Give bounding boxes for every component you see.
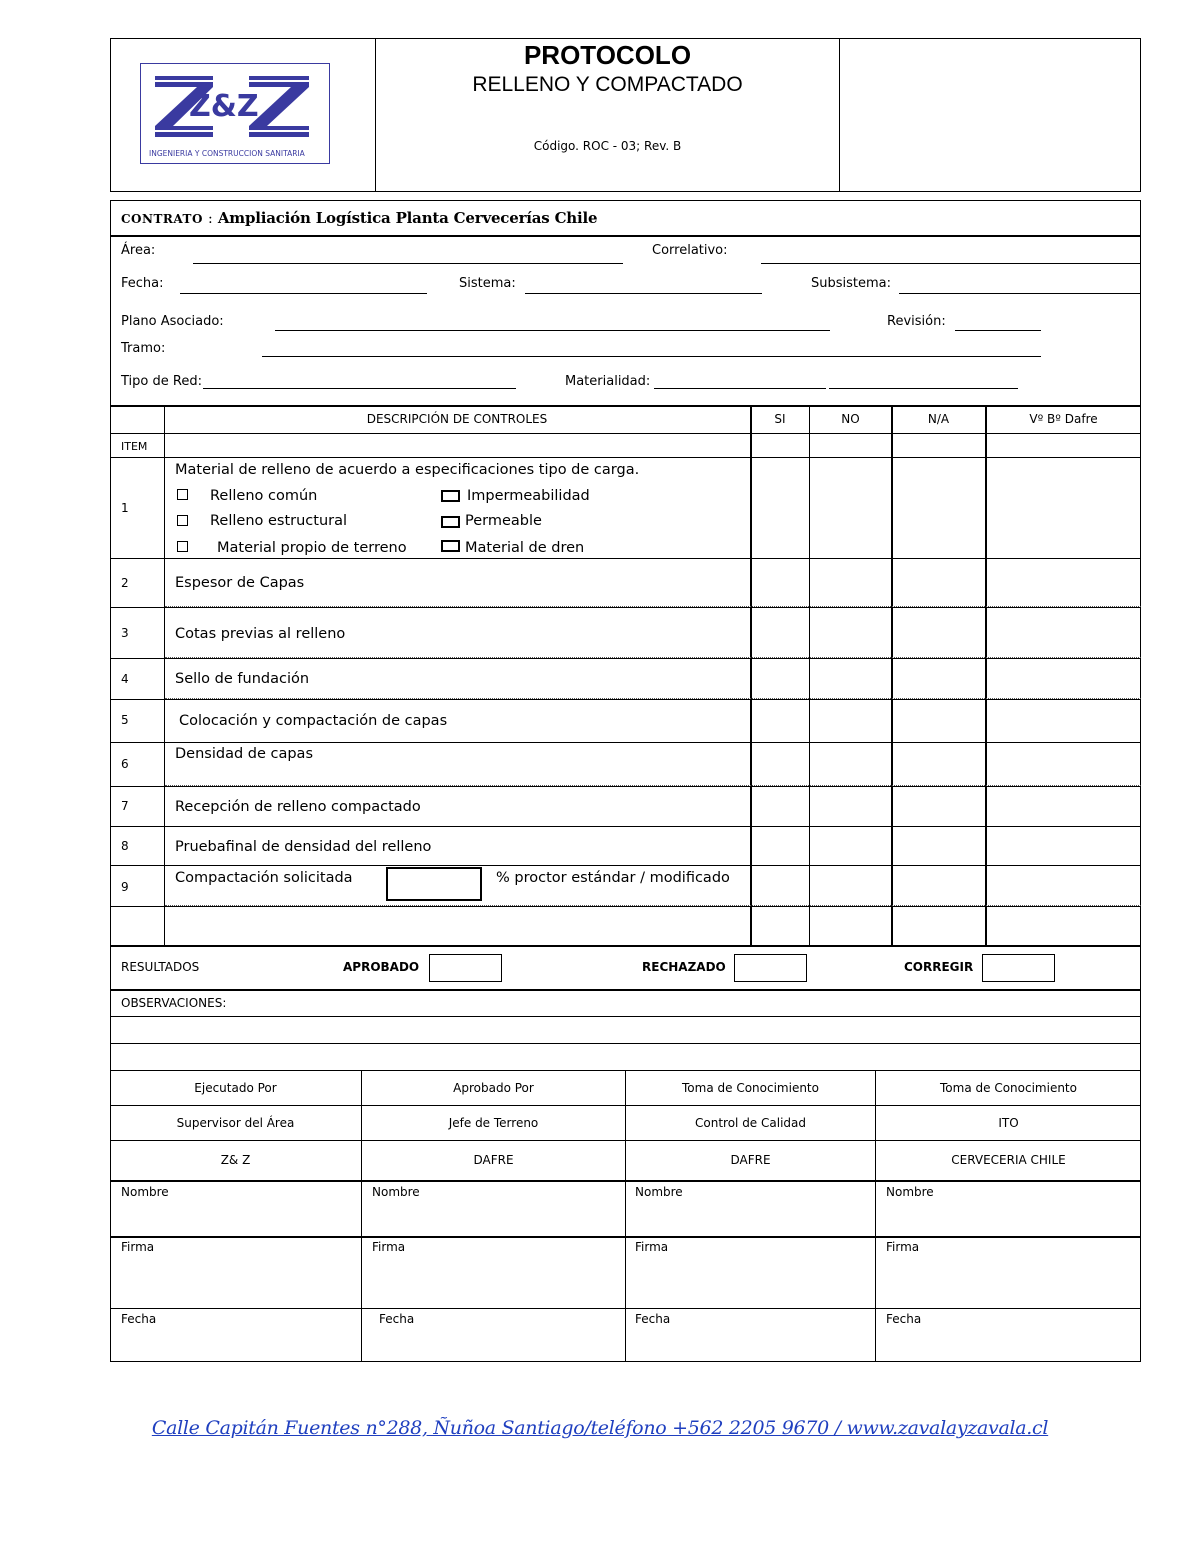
checkbox-relleno-comun[interactable] <box>177 489 188 500</box>
row8-bottom <box>110 865 1141 866</box>
materialidad-field-2[interactable] <box>829 388 1018 389</box>
option-relleno-estructural: Relleno estructural <box>210 513 348 529</box>
col-si-line <box>750 405 752 945</box>
row5-bottom <box>110 742 1141 743</box>
footer-address-link[interactable]: Calle Capitán Fuentes n°288, Ñuñoa Santiago/teléfono +562 2205 9670 / www.zavalayzavala.cl <box>151 1417 1049 1439</box>
sig-row-line-2 <box>110 1140 1141 1141</box>
sig-control: Control de Calidad <box>695 1116 806 1130</box>
dotted-row-4 <box>165 698 1141 699</box>
company-logo <box>140 63 330 164</box>
contract-label: CONTRATO <box>121 212 203 226</box>
aprobado-label: APROBADO <box>343 960 420 974</box>
sig-ejecutado: Ejecutado Por <box>194 1081 277 1095</box>
row2-bottom <box>110 607 1141 608</box>
sig-ito: ITO <box>998 1116 1019 1130</box>
col-no-line <box>809 405 810 945</box>
row9-bottom <box>110 906 1141 907</box>
item6-text: Densidad de capas <box>175 746 313 762</box>
aprobado-checkbox[interactable] <box>429 954 502 982</box>
correlativo-field[interactable] <box>761 263 1141 264</box>
option-material-propio: Material propio de terreno <box>217 540 407 556</box>
firma-field-1[interactable]: Firma <box>121 1240 155 1254</box>
fecha-label: Fecha: <box>121 276 164 291</box>
item9-text: Compactación solicitada <box>175 870 353 886</box>
item4-number: 4 <box>121 672 129 686</box>
results-bottom <box>110 989 1141 991</box>
item8-text: Pruebafinal de densidad del relleno <box>175 839 432 855</box>
contract-value: Ampliación Logística Planta Cervecerías Chile <box>217 209 598 227</box>
header-descripcion: DESCRIPCIÓN DE CONTROLES <box>366 412 548 426</box>
item5-text: Colocación y compactación de capas <box>179 713 448 729</box>
header-item: ITEM <box>121 440 148 453</box>
subsistema-label: Subsistema: <box>811 276 892 291</box>
tipo-red-field[interactable] <box>203 388 516 389</box>
sig-supervisor: Supervisor del Área <box>176 1116 295 1130</box>
area-label: Área: <box>121 243 156 258</box>
firma-field-3[interactable]: Firma <box>635 1240 669 1254</box>
fecha-field[interactable] <box>180 293 427 294</box>
col-vb-line <box>985 405 987 945</box>
tramo-label: Tramo: <box>121 341 166 356</box>
sig-company-4: CERVECERIA CHILE <box>951 1153 1066 1167</box>
sig-company-3: DAFRE <box>730 1153 771 1167</box>
option-impermeabilidad: Impermeabilidad <box>467 488 590 504</box>
sig-aprobado: Aprobado Por <box>453 1081 534 1095</box>
col-item-line <box>164 405 165 945</box>
item1-number: 1 <box>121 501 129 515</box>
contract-line <box>121 208 597 227</box>
observaciones-line-1[interactable] <box>110 1016 1141 1017</box>
firma-field-4[interactable]: Firma <box>886 1240 920 1254</box>
rechazado-checkbox[interactable] <box>734 954 807 982</box>
nombre-field-3[interactable]: Nombre <box>635 1185 683 1199</box>
sig-company-1: Z& Z <box>220 1153 251 1167</box>
checkbox-impermeabilidad[interactable] <box>441 490 460 502</box>
nombre-field-2[interactable]: Nombre <box>372 1185 420 1199</box>
item7-text: Recepción de relleno compactado <box>175 799 421 815</box>
dotted-row-3 <box>165 657 1141 658</box>
header-na: N/A <box>927 412 950 426</box>
row7-bottom <box>110 826 1141 827</box>
tramo-field[interactable] <box>262 356 1041 357</box>
corregir-label: CORREGIR <box>904 960 974 974</box>
correlativo-label: Correlativo: <box>652 243 728 258</box>
item9-suffix: % proctor estándar / modificado <box>496 870 730 886</box>
rechazado-label: RECHAZADO <box>642 960 726 974</box>
sig-toma-2: Toma de Conocimiento <box>940 1081 1077 1095</box>
corregir-checkbox[interactable] <box>982 954 1055 982</box>
header-vb: Vº Bº Dafre <box>1029 412 1098 426</box>
sistema-label: Sistema: <box>459 276 516 291</box>
sig-col-line-2 <box>625 1070 626 1362</box>
contract-divider <box>110 235 1141 237</box>
nombre-field-4[interactable]: Nombre <box>886 1185 934 1199</box>
row3-bottom <box>110 658 1141 659</box>
sig-row-line-5 <box>110 1308 1141 1309</box>
logo-ampersand: Z&Z <box>189 89 259 124</box>
sig-toma-1: Toma de Conocimiento <box>682 1081 819 1095</box>
sig-company-2: DAFRE <box>473 1153 514 1167</box>
checkbox-material-dren[interactable] <box>441 540 460 552</box>
logo-subtitle: INGENIERIA Y CONSTRUCCION SANITARIA <box>149 149 305 158</box>
option-permeable: Permeable <box>465 513 542 529</box>
fecha-sig-field-4[interactable]: Fecha <box>886 1312 922 1326</box>
sig-jefe: Jefe de Terreno <box>448 1116 539 1130</box>
materialidad-label: Materialidad: <box>565 374 651 389</box>
checkbox-relleno-estructural[interactable] <box>177 515 188 526</box>
item1-text: Material de relleno de acuerdo a especificaciones tipo de carga. <box>175 462 640 478</box>
sig-row-line-3 <box>110 1180 1141 1182</box>
page-subtitle: RELLENO Y COMPACTADO <box>472 73 743 96</box>
header-divider-2 <box>839 38 840 192</box>
revision-field[interactable] <box>955 330 1041 331</box>
checkbox-material-propio[interactable] <box>177 541 188 552</box>
col-na-line <box>891 405 893 945</box>
header-si: SI <box>774 412 786 426</box>
item7-number: 7 <box>121 799 129 813</box>
option-relleno-comun: Relleno común <box>210 488 318 504</box>
dotted-row-2 <box>165 606 1141 607</box>
option-material-dren: Material de dren <box>465 540 585 556</box>
row1-bottom <box>110 558 1141 559</box>
sig-col-line-1 <box>361 1070 362 1362</box>
area-field[interactable] <box>193 263 623 264</box>
compactacion-input[interactable] <box>386 867 482 901</box>
item9-number: 9 <box>121 880 129 894</box>
dotted-row-6 <box>165 785 1141 786</box>
observaciones-label: OBSERVACIONES: <box>121 996 227 1010</box>
item5-number: 5 <box>121 713 129 727</box>
sig-col-line-3 <box>875 1070 876 1362</box>
page-title: PROTOCOLO <box>523 40 692 70</box>
tipo-red-label: Tipo de Red: <box>121 374 202 389</box>
dotted-row-9 <box>165 905 1141 906</box>
item6-number: 6 <box>121 757 129 771</box>
sig-row-line-4 <box>110 1236 1141 1238</box>
item4-text: Sello de fundación <box>175 671 310 687</box>
document-code: Código. ROC - 03; Rev. B <box>533 139 682 153</box>
subsistema-field[interactable] <box>899 293 1141 294</box>
fecha-sig-field-2[interactable]: Fecha <box>379 1312 415 1326</box>
plano-label: Plano Asociado: <box>121 314 224 329</box>
row4-bottom <box>110 699 1141 700</box>
item2-text: Espesor de Capas <box>175 575 305 591</box>
sistema-field[interactable] <box>525 293 762 294</box>
item2-number: 2 <box>121 576 129 590</box>
nombre-field-1[interactable]: Nombre <box>121 1185 169 1199</box>
fecha-sig-field-1[interactable]: Fecha <box>121 1312 157 1326</box>
header-no: NO <box>841 412 860 426</box>
results-label: RESULTADOS <box>121 960 200 974</box>
sig-row-line-1 <box>110 1105 1141 1106</box>
item8-number: 8 <box>121 839 129 853</box>
materialidad-field[interactable] <box>654 388 826 389</box>
firma-field-2[interactable]: Firma <box>372 1240 406 1254</box>
observaciones-line-2[interactable] <box>110 1043 1141 1044</box>
revision-label: Revisión: <box>887 314 946 329</box>
item3-number: 3 <box>121 626 129 640</box>
plano-field[interactable] <box>275 330 830 331</box>
row6-bottom <box>110 786 1141 787</box>
checkbox-permeable[interactable] <box>441 516 460 528</box>
item3-text: Cotas previas al relleno <box>175 626 346 642</box>
fecha-sig-field-3[interactable]: Fecha <box>635 1312 671 1326</box>
contract-separator: : <box>208 211 213 227</box>
